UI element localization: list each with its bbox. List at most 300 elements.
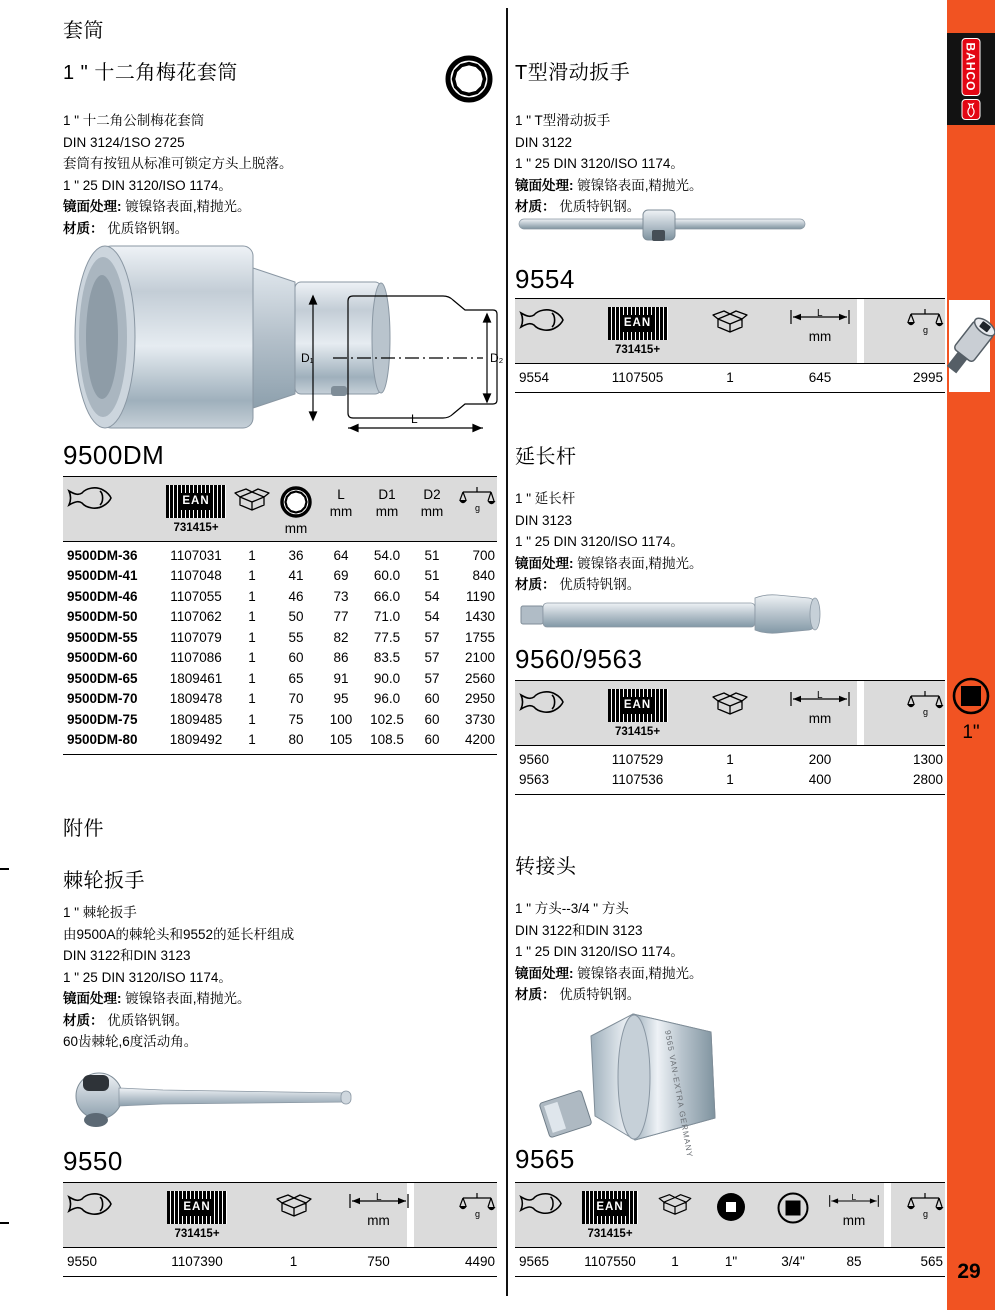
d2-label: D2 — [423, 487, 441, 502]
desc-line — [515, 175, 915, 197]
fish-icon — [518, 689, 564, 715]
weight-column-header — [870, 681, 945, 745]
column-divider — [506, 8, 508, 1296]
table-cell: 1107048 — [170, 568, 222, 584]
adapter-photo — [523, 998, 733, 1159]
desc-line: 由9500A的棘轮头和9552的延长杆组成 — [63, 926, 295, 942]
desc-line: 1 " 十二角公制梅花套筒 — [63, 113, 205, 128]
d1-column-header — [363, 477, 411, 541]
ean-prefix: 731415+ — [174, 1228, 220, 1240]
weight-unit: g — [923, 1209, 929, 1219]
table-cell: 1107086 — [170, 650, 222, 666]
ratchet-photo — [63, 1058, 497, 1146]
desc-line — [63, 218, 443, 240]
desc-line: DIN 3122和DIN 3123 — [63, 948, 191, 963]
table-cell: 66.0 — [373, 588, 401, 604]
product-code-column-header — [63, 477, 161, 541]
ean-label: EAN — [594, 1199, 625, 1216]
table-cell: 60 — [424, 691, 440, 707]
table-cell: 3/4" — [781, 1253, 805, 1269]
brand-logo-box — [947, 33, 995, 125]
table-cell: 1 — [248, 568, 256, 584]
diagram-d2-label: D₂ — [490, 351, 504, 365]
table-cell: 1 — [726, 369, 734, 385]
desc-line: 60齿棘轮,6度活动角。 — [63, 1034, 198, 1049]
table-9554 — [515, 298, 945, 393]
registration-mark — [0, 868, 9, 870]
desc-line: 1 " 25 DIN 3120/ISO 1174。 — [515, 156, 684, 171]
desc-line — [515, 553, 915, 575]
length-column-header — [331, 1183, 426, 1247]
table-row — [63, 566, 497, 587]
socket-description — [63, 110, 443, 239]
table-cell: 9500DM-70 — [67, 691, 138, 707]
table-title-9550: 9550 — [63, 1146, 123, 1176]
table-rows — [515, 364, 945, 393]
table-cell: 108.5 — [370, 732, 404, 748]
table-cell: 65 — [288, 670, 304, 686]
socket-photo-and-diagram — [63, 238, 504, 436]
material-text: 优质铬钒钢。 — [103, 1012, 189, 1028]
table-cell: 54.0 — [373, 547, 401, 563]
svg-text:L: L — [375, 1192, 382, 1203]
table-cell: 77 — [333, 609, 349, 625]
pack-qty-column-header — [690, 299, 770, 363]
length-column-header — [824, 1183, 884, 1247]
table-cell: 1 — [289, 1253, 298, 1269]
desc-line — [63, 196, 443, 218]
size-unit: mm — [284, 521, 308, 536]
svg-text:L: L — [817, 308, 823, 319]
table-cell: 1 — [248, 547, 256, 563]
table-cell: 102.5 — [370, 711, 404, 727]
table-cell: 1 — [248, 588, 256, 604]
table-cell: 1 — [248, 711, 256, 727]
table-cell: 1300 — [912, 751, 943, 767]
weight-column-header — [870, 299, 945, 363]
size-column-header — [273, 477, 319, 541]
right-column — [515, 0, 945, 1310]
material-text: 优质特钒钢。 — [555, 577, 641, 592]
table-cell: 96.0 — [373, 691, 401, 707]
desc-line: DIN 3122 — [515, 134, 573, 150]
table-cell: 1430 — [464, 609, 495, 625]
table-cell: 4200 — [464, 732, 495, 748]
table-cell: 100 — [329, 711, 353, 727]
ean-column-header — [570, 1183, 650, 1247]
table-cell: 86 — [333, 650, 349, 666]
weight-column-header — [426, 1183, 497, 1247]
table-row — [63, 648, 497, 669]
table-row — [63, 668, 497, 689]
product-code-column-header — [515, 1183, 570, 1247]
table-cell: 1107390 — [171, 1253, 223, 1269]
table-cell: 60 — [424, 711, 440, 727]
table-cell: 9560 — [519, 751, 550, 767]
table-cell: 2100 — [464, 650, 495, 666]
page-number: 29 — [957, 1260, 981, 1283]
table-row — [63, 709, 497, 730]
adapter-section-title: 转接头 — [515, 856, 577, 878]
female-drive-column-header — [700, 1183, 762, 1247]
d1-label: D1 — [378, 487, 396, 502]
box-icon — [232, 485, 272, 513]
table-9550 — [63, 1182, 497, 1277]
table-cell: 1107062 — [170, 609, 222, 625]
table-row — [515, 770, 945, 791]
scale-icon — [906, 1191, 944, 1221]
table-cell: 1107055 — [170, 588, 222, 604]
diagram-d1-label: D₁ — [301, 351, 314, 365]
product-code-column-header — [515, 299, 585, 363]
table-cell: 1 — [248, 609, 256, 625]
table-row — [63, 586, 497, 607]
table-title-9560-9563: 9560/9563 — [515, 644, 643, 674]
desc-line: 1 " 25 DIN 3120/ISO 1174。 — [515, 534, 684, 549]
ean-barcode-icon — [608, 307, 668, 340]
table-row — [63, 607, 497, 628]
material-text: 优质特钒钢。 — [555, 199, 641, 214]
table-cell: 840 — [472, 568, 495, 584]
table-9560-9563 — [515, 680, 945, 795]
length-unit: mm — [808, 711, 832, 726]
product-code-column-header — [515, 681, 585, 745]
svg-text:L: L — [851, 1192, 857, 1203]
table-cell: 64 — [333, 547, 349, 563]
material-label: 材质： — [515, 577, 556, 592]
ean-barcode-icon — [582, 1191, 638, 1224]
adapter-stamp-text: 9565 VAN-EXTRA GERMANY — [663, 1029, 695, 1159]
extension-description — [515, 488, 915, 596]
table-cell: 69 — [333, 568, 349, 584]
ean-column-header — [161, 477, 231, 541]
table-cell: 750 — [367, 1253, 390, 1269]
material-label: 材质： — [63, 1012, 104, 1028]
d2-unit: mm — [420, 504, 444, 519]
table-title-9500dm: 9500DM — [63, 440, 165, 470]
table-cell: 1107079 — [170, 629, 222, 645]
table-rows — [63, 1248, 497, 1277]
table-cell: 54 — [424, 588, 440, 604]
ean-label: EAN — [622, 315, 653, 332]
twelve-point-socket-icon — [444, 54, 494, 104]
table-cell: 57 — [424, 670, 440, 686]
svg-text:L: L — [817, 690, 823, 701]
table-cell: 60 — [424, 732, 440, 748]
brand-logo — [962, 38, 981, 120]
ring-size-icon — [279, 485, 313, 519]
box-icon — [656, 1191, 694, 1217]
ean-prefix: 731415+ — [173, 522, 219, 534]
table-cell: 50 — [288, 609, 304, 625]
table-cell: 1809478 — [169, 691, 223, 707]
finish-text: 镀镍铬表面,精抛光。 — [121, 991, 251, 1006]
table-cell: 73 — [333, 588, 349, 604]
length-unit: mm — [808, 329, 832, 344]
table-row — [63, 730, 497, 751]
ratchet-description — [63, 902, 463, 1053]
table-cell: 1809461 — [169, 670, 223, 686]
table-rows — [515, 746, 945, 795]
table-cell: 4490 — [464, 1253, 495, 1269]
adapter-description — [515, 898, 915, 1006]
ean-barcode-icon — [166, 485, 226, 518]
table-cell: 70 — [288, 691, 304, 707]
table-title-9565: 9565 — [515, 1144, 575, 1174]
weight-column-header — [884, 1183, 945, 1247]
material-text: 优质铬钒钢。 — [103, 220, 189, 236]
tbar-section-title: T型滑动扳手 — [515, 62, 631, 84]
male-square-drive-icon — [776, 1191, 810, 1225]
desc-line — [515, 963, 915, 985]
d2-column-header — [411, 477, 453, 541]
finish-text: 镀镍铬表面,精抛光。 — [573, 555, 703, 571]
fish-icon — [518, 1191, 562, 1216]
table-cell: 80 — [288, 732, 304, 748]
table-cell: 9500DM-60 — [67, 650, 138, 666]
table-cell: 565 — [920, 1253, 943, 1269]
table-row — [515, 367, 945, 388]
ratchet-section-title: 棘轮扳手 — [63, 870, 145, 892]
finish-label: 镜面处理: — [63, 199, 122, 214]
table-cell: 9500DM-80 — [67, 732, 138, 748]
sidebar — [947, 0, 995, 1310]
table-cell: 54 — [424, 609, 440, 625]
left-column — [63, 0, 504, 1310]
table-cell: 200 — [808, 751, 832, 767]
desc-line: DIN 3122和DIN 3123 — [515, 922, 643, 938]
fish-icon — [518, 307, 564, 333]
table-rows — [63, 542, 497, 755]
l-unit: mm — [329, 504, 353, 519]
table-cell: 9500DM-55 — [67, 629, 138, 645]
ean-barcode-icon — [167, 1191, 227, 1224]
table-cell: 1107031 — [170, 547, 222, 563]
table-cell: 645 — [808, 369, 832, 385]
table-cell: 41 — [288, 568, 304, 584]
table-cell: 1107536 — [611, 772, 664, 788]
table-cell: 77.5 — [373, 629, 401, 645]
table-cell: 51 — [424, 547, 440, 563]
ean-column-header — [585, 681, 690, 745]
table-header — [63, 1182, 497, 1248]
table-cell: 1 — [671, 1253, 679, 1269]
table-cell: 91 — [333, 670, 349, 686]
finish-label: 镜面处理: — [515, 965, 574, 981]
table-cell: 1 — [248, 691, 256, 707]
finish-label: 镜面处理: — [63, 991, 122, 1006]
table-cell: 57 — [424, 629, 440, 645]
scale-icon — [458, 485, 496, 515]
length-unit: mm — [367, 1213, 390, 1228]
table-cell: 90.0 — [373, 670, 401, 686]
desc-line: 1 " 25 DIN 3120/ISO 1174。 — [63, 969, 232, 985]
desc-line: 1 " T型滑动扳手 — [515, 113, 611, 128]
table-rows — [515, 1248, 945, 1277]
table-cell: 85 — [846, 1253, 862, 1269]
table-header — [515, 680, 945, 746]
table-cell: 1107529 — [611, 751, 664, 767]
table-header — [515, 298, 945, 364]
table-cell: 60 — [288, 650, 304, 666]
desc-line: 套筒有按钮从标准可锁定方头上脱落。 — [63, 156, 293, 171]
drive-size-icon — [951, 676, 991, 716]
table-cell: 9500DM-36 — [67, 547, 138, 563]
table-cell: 9565 — [519, 1253, 550, 1269]
table-cell: 105 — [329, 732, 353, 748]
pack-qty-column-header — [231, 477, 273, 541]
table-9500dm — [63, 476, 497, 755]
pack-qty-column-header — [256, 1183, 331, 1247]
brand-wordmark: BAHCO — [962, 38, 981, 96]
ean-label: EAN — [181, 1199, 212, 1216]
table-cell: 9500DM-41 — [67, 568, 138, 584]
desc-line: 1 " 25 DIN 3120/ISO 1174。 — [63, 177, 232, 193]
finish-label: 镜面处理: — [515, 177, 574, 193]
fish-icon — [66, 1191, 112, 1217]
table-row — [63, 1251, 497, 1272]
table-cell: 46 — [288, 588, 304, 604]
table-cell: 1" — [724, 1253, 738, 1269]
table-9565 — [515, 1182, 945, 1277]
pack-qty-column-header — [690, 681, 770, 745]
extension-photo — [515, 588, 825, 640]
length-arrow-icon — [783, 689, 857, 709]
table-cell: 57 — [424, 650, 440, 666]
desc-line — [63, 988, 463, 1010]
accessories-title: 附件 — [63, 818, 104, 840]
table-cell: 1 — [248, 650, 256, 666]
pack-qty-column-header — [650, 1183, 700, 1247]
box-icon — [710, 689, 750, 717]
brand-fish-icon — [962, 99, 981, 120]
fish-icon — [66, 485, 112, 511]
male-drive-column-header — [762, 1183, 824, 1247]
material-label: 材质： — [515, 199, 556, 214]
table-cell: 1107550 — [584, 1253, 636, 1269]
table-cell: 1 — [248, 629, 256, 645]
category-tab — [949, 300, 990, 392]
table-row — [515, 1251, 945, 1272]
desc-line: 1 " 25 DIN 3120/ISO 1174。 — [515, 944, 684, 959]
socket-photo — [75, 246, 390, 428]
l-label: L — [337, 487, 345, 502]
table-cell: 1809485 — [169, 711, 223, 727]
table-cell: 9500DM-50 — [67, 609, 138, 625]
l-column-header — [319, 477, 363, 541]
scale-icon — [458, 1191, 496, 1221]
ean-label: EAN — [180, 493, 211, 510]
table-cell: 1 — [726, 751, 734, 767]
table-cell: 9500DM-46 — [67, 588, 138, 604]
material-text: 优质特钒钢。 — [555, 987, 641, 1002]
weight-unit: g — [923, 325, 929, 335]
table-cell: 2560 — [464, 670, 495, 686]
drive-size-label: 1" — [962, 722, 980, 743]
table-cell: 700 — [472, 547, 495, 563]
extension-section-title: 延长杆 — [515, 446, 577, 468]
socket-section-title: 1 " 十二角梅花套筒 — [63, 62, 238, 84]
ean-prefix: 731415+ — [587, 1228, 633, 1240]
product-code-column-header — [63, 1183, 138, 1247]
finish-text: 镀镍铬表面,精抛光。 — [573, 965, 703, 981]
scale-icon — [906, 689, 944, 719]
finish-label: 镜面处理: — [515, 555, 574, 571]
table-cell: 1107505 — [611, 369, 664, 385]
ean-column-header — [138, 1183, 256, 1247]
length-arrow-icon — [342, 1191, 416, 1211]
table-cell: 9554 — [519, 369, 550, 385]
length-column-header — [770, 681, 870, 745]
length-column-header — [770, 299, 870, 363]
table-cell: 9500DM-65 — [67, 670, 138, 686]
table-cell: 1190 — [465, 588, 495, 604]
box-icon — [274, 1191, 314, 1219]
registration-mark — [0, 1222, 9, 1224]
tbar-photo — [515, 202, 815, 248]
finish-text: 镀镍铬表面,精抛光。 — [573, 177, 703, 193]
desc-line — [63, 1010, 463, 1032]
table-cell: 2950 — [464, 691, 495, 707]
weight-unit: g — [923, 707, 929, 717]
table-cell: 9550 — [67, 1253, 98, 1269]
table-header — [63, 476, 497, 542]
table-cell: 1 — [248, 732, 256, 748]
desc-line: 1 " 方头--3/4 " 方头 — [515, 901, 629, 916]
ean-label: EAN — [622, 697, 653, 714]
table-cell: 75 — [288, 711, 304, 727]
table-row — [63, 545, 497, 566]
table-row — [63, 689, 497, 710]
material-label: 材质： — [63, 220, 104, 236]
table-cell: 3730 — [464, 711, 495, 727]
length-unit: mm — [842, 1213, 866, 1228]
ean-column-header — [585, 299, 690, 363]
ean-prefix: 731415+ — [614, 726, 661, 738]
weight-unit: g — [475, 1209, 481, 1219]
table-cell: 2800 — [912, 772, 943, 788]
diagram-l-label: L — [411, 412, 418, 426]
table-row — [63, 627, 497, 648]
category-title: 套筒 — [63, 20, 104, 42]
socket-category-icon — [952, 306, 988, 386]
weight-unit: g — [475, 503, 481, 513]
material-label: 材质： — [515, 987, 556, 1002]
table-cell: 82 — [333, 629, 349, 645]
desc-line: 1 " 棘轮扳手 — [63, 905, 137, 920]
table-cell: 95 — [333, 691, 349, 707]
length-arrow-icon — [783, 307, 857, 327]
desc-line: DIN 3123 — [515, 512, 573, 528]
table-cell: 83.5 — [373, 650, 401, 666]
table-cell: 9563 — [519, 772, 550, 788]
female-square-drive-icon — [715, 1191, 747, 1223]
table-cell: 1755 — [464, 629, 495, 645]
table-header — [515, 1182, 945, 1248]
scale-icon — [906, 307, 944, 337]
finish-text: 镀镍铬表面,精抛光。 — [121, 199, 251, 214]
ean-barcode-icon — [608, 689, 668, 722]
ean-prefix: 731415+ — [614, 344, 661, 356]
table-cell: 71.0 — [373, 609, 401, 625]
table-cell: 9500DM-75 — [67, 711, 138, 727]
table-cell: 51 — [424, 568, 440, 584]
table-title-9554: 9554 — [515, 264, 575, 294]
table-cell: 2995 — [912, 369, 943, 385]
length-arrow-icon — [823, 1191, 885, 1211]
table-cell: 400 — [808, 772, 832, 788]
table-cell: 1 — [726, 772, 734, 788]
